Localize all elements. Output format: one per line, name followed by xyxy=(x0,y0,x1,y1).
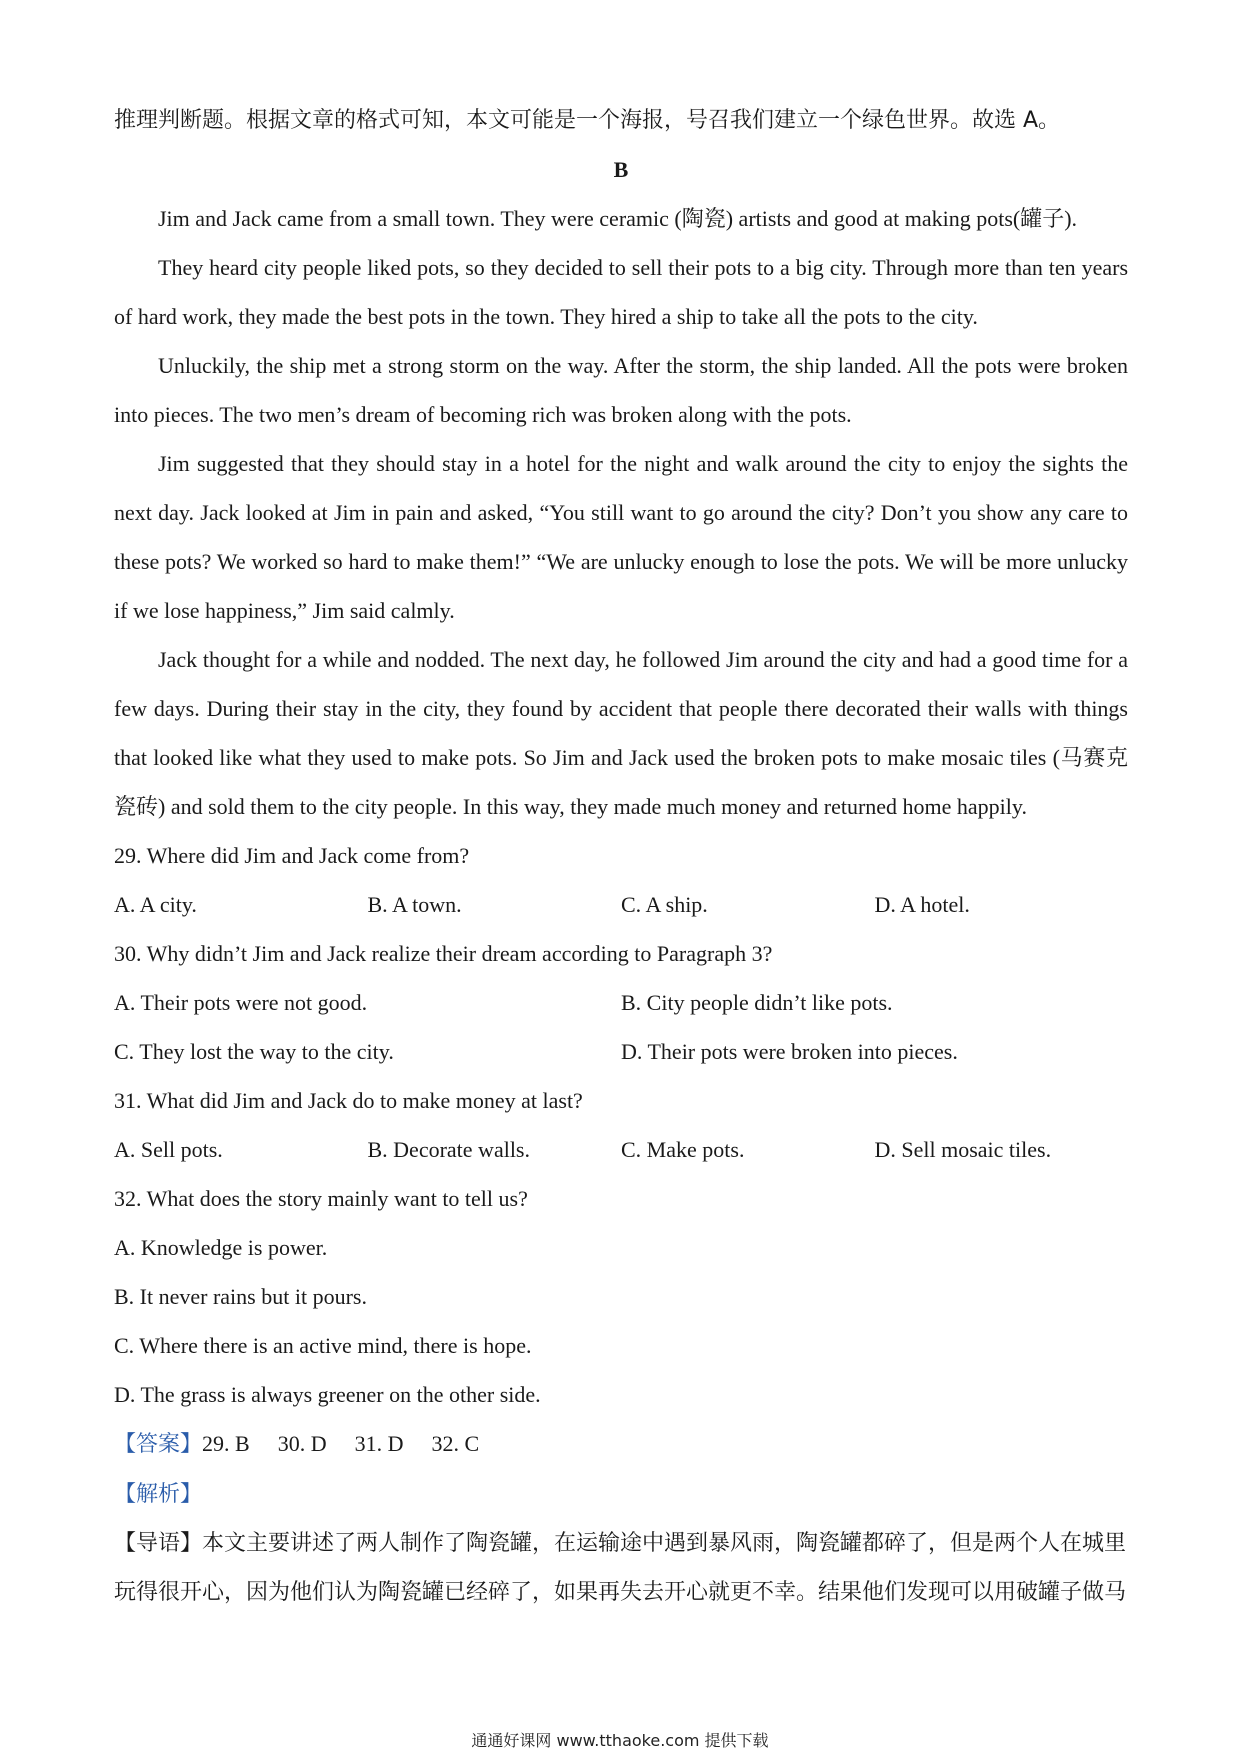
option-d: D. A hotel. xyxy=(874,892,970,917)
question-29: 29. Where did Jim and Jack come from? xyxy=(114,843,470,868)
question-30: 30. Why didn’t Jim and Jack realize their dream according to Paragraph 3? xyxy=(114,941,773,966)
option-b: B. A town. xyxy=(367,892,462,917)
option-d: D. The grass is always greener on the other side. xyxy=(114,1382,541,1407)
section-title: B xyxy=(613,157,629,182)
document-page xyxy=(114,96,1128,1617)
guide-line-2: 玩得很开心，因为他们认为陶瓷罐已经碎了，如果再失去开心就更不幸。结果他们发现可以用破罐子做马 xyxy=(114,1580,1127,1605)
answer-30: 30. D xyxy=(277,1431,327,1456)
option-a: A. Knowledge is power. xyxy=(114,1235,328,1260)
question-30-options-row-1 xyxy=(114,978,1128,1027)
answer-31: 31. D xyxy=(354,1431,404,1456)
analysis-line xyxy=(114,1469,1128,1519)
analysis-label: 【解析】 xyxy=(114,1482,203,1507)
option-d: D. Their pots were broken into pieces. xyxy=(621,1039,958,1064)
answer-29: 29. B xyxy=(202,1431,250,1456)
paragraph-1: Jim and Jack came from a small town. They were ceramic (陶瓷) artists and good at making pots(罐子). xyxy=(158,206,1078,231)
option-b: B. It never rains but it pours. xyxy=(114,1284,367,1309)
guide-text-1: 本文主要讲述了两人制作了陶瓷罐，在运输途中遇到暴风雨，陶瓷罐都碎了，但是两个人在城里 xyxy=(202,1531,1127,1556)
question-32: 32. What does the story mainly want to tell us? xyxy=(114,1186,528,1211)
option-b: B. Decorate walls. xyxy=(367,1137,530,1162)
option-b: B. City people didn’t like pots. xyxy=(621,990,893,1015)
option-c: C. A ship. xyxy=(621,892,708,917)
option-a: A. A city. xyxy=(114,892,197,917)
question-30-options-row-2 xyxy=(114,1027,1128,1076)
answer-line xyxy=(114,1419,1128,1469)
paragraph-3: Unluckily, the ship met a strong storm on the way. After the storm, the ship landed. All the pots were broken into pieces. The two men’s dream of becoming rich was broken along with the pots. xyxy=(114,353,1128,427)
option-c: C. They lost the way to the city. xyxy=(114,1039,394,1064)
question-31-options xyxy=(114,1125,1128,1174)
option-c: C. Make pots. xyxy=(621,1137,745,1162)
guide-line-1 xyxy=(114,1519,1128,1568)
paragraph-2: They heard city people liked pots, so they decided to sell their pots to a big city. Through more than ten years of hard work, they made the best pots in the town. They hired a ship to take all the pots to the city. xyxy=(114,255,1128,329)
guide-label: 【导语】 xyxy=(114,1531,203,1556)
question-31: 31. What did Jim and Jack do to make money at last? xyxy=(114,1088,583,1113)
option-a: A. Sell pots. xyxy=(114,1137,223,1162)
intro-line: 推理判断题。根据文章的格式可知，本文可能是一个海报，号召我们建立一个绿色世界。故选 A。 xyxy=(114,108,1061,133)
page-footer: 通通好课网 www.tthaoke.com 提供下载 xyxy=(471,1731,769,1750)
option-d: D. Sell mosaic tiles. xyxy=(874,1137,1052,1162)
paragraph-5: Jack thought for a while and nodded. The next day, he followed Jim around the city and had a good time for a few days. During their stay in the city, they found by accident that people there decorated their walls with things that looked like what they used to make pots. So Jim and Jack used the broken pots to make mosaic tiles (马赛克瓷砖) and sold them to the city people. In this way, they made much money and returned home happily. xyxy=(114,647,1128,819)
paragraph-4: Jim suggested that they should stay in a hotel for the night and walk around the city to enjoy the sights the next day. Jack looked at Jim in pain and asked, “You still want to go around the city? Don’t you show any care to these pots? We worked so hard to make them!” “We are unlucky enough to lose the pots. We will be more unlucky if we lose happiness,” Jim said calmly. xyxy=(114,451,1128,623)
answer-label: 【答案】 xyxy=(114,1432,203,1457)
option-a: A. Their pots were not good. xyxy=(114,990,368,1015)
question-29-options xyxy=(114,880,1128,929)
option-c: C. Where there is an active mind, there is hope. xyxy=(114,1333,532,1358)
answer-32: 32. C xyxy=(431,1431,480,1456)
